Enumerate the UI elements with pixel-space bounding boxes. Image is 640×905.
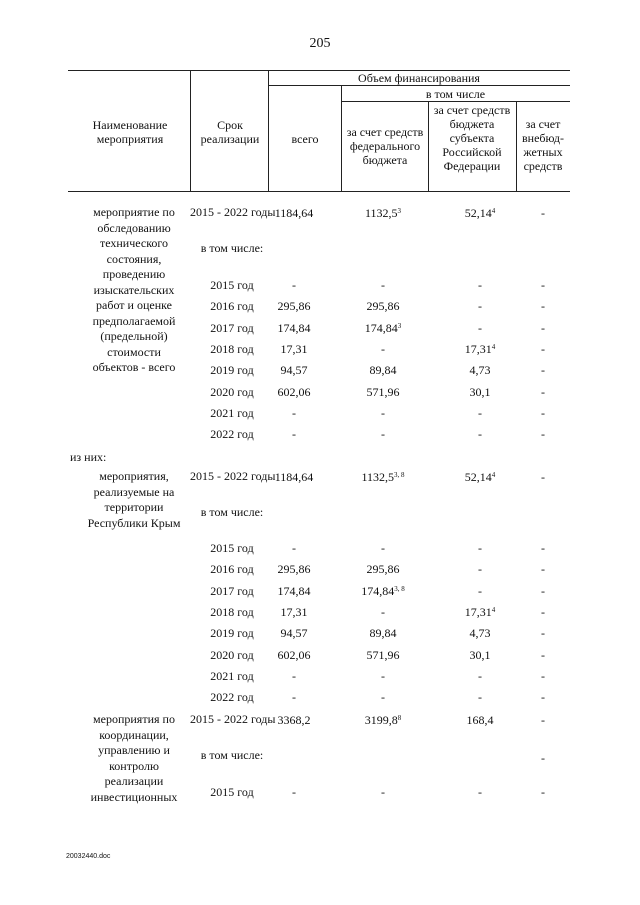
total-cell: 3368,2 <box>277 713 311 727</box>
federal-cell <box>340 320 426 336</box>
total-value: 94,57 <box>280 363 308 377</box>
extra-value: - <box>541 427 545 441</box>
regional-value: 4,73 <box>469 626 491 640</box>
regional-value: 17,31 <box>464 342 492 356</box>
year-value: 2018 год <box>210 342 254 356</box>
federal-value: - <box>381 541 385 555</box>
federal-cell <box>340 561 426 577</box>
federal-value: - <box>381 342 385 356</box>
regional-value: 30,1 <box>469 385 491 399</box>
including-rule <box>341 101 570 102</box>
extra-value: - <box>541 363 545 377</box>
footnote-ref: 8 <box>397 714 402 722</box>
regional-cell <box>440 405 520 421</box>
footnote-ref: 3, 8 <box>394 471 405 479</box>
federal-cell <box>340 384 426 400</box>
regional-value: 17,31 <box>464 605 492 619</box>
year-value: 2021 год <box>210 669 254 683</box>
federal-value: 1132,5 <box>364 206 398 220</box>
year-value: 2015 год <box>210 785 254 799</box>
year-value: 2016 год <box>210 562 254 576</box>
footnote-ref: 3 <box>397 322 402 330</box>
extra-cell <box>526 384 560 400</box>
extra-cell <box>526 405 560 421</box>
regional-cell <box>440 298 520 314</box>
total-value: - <box>292 785 296 799</box>
total-cell <box>255 384 333 400</box>
federal-value: 295,86 <box>366 562 400 576</box>
activity-name: мероприятие по обследованию технического состояния, проведению изыскательских работ и оценке предполагаемой (предельной) стоимости объектов - всего <box>92 205 176 374</box>
regional-value: - <box>478 321 482 335</box>
regional-value: - <box>478 406 482 420</box>
including-label: в том числе: <box>200 505 264 519</box>
federal-cell <box>340 712 426 728</box>
extra-cell <box>526 341 560 357</box>
header-bottom-rule <box>68 191 570 192</box>
year-value: 2019 год <box>210 626 254 640</box>
regional-value: - <box>478 785 482 799</box>
total-value: 174,84 <box>277 584 311 598</box>
extra-cell <box>526 320 560 336</box>
total-value: - <box>292 278 296 292</box>
extra-value: - <box>541 321 545 335</box>
regional-cell <box>440 784 520 800</box>
header-extra: за счет внебюд-жетных средств <box>522 117 564 173</box>
total-cell <box>255 647 333 663</box>
extra-cell <box>526 668 560 684</box>
year-value: 2016 год <box>210 299 254 313</box>
federal-cell <box>340 341 426 357</box>
total-value: - <box>292 406 296 420</box>
extra-cell <box>526 647 560 663</box>
extra-value: - <box>541 605 545 619</box>
federal-value: 89,84 <box>369 363 397 377</box>
federal-cell <box>340 426 426 442</box>
footnote-ref: 4 <box>491 606 496 614</box>
year-value: 2021 год <box>210 406 254 420</box>
regional-cell <box>440 583 520 599</box>
total-value: 17,31 <box>280 605 308 619</box>
total-cell <box>255 298 333 314</box>
extra-cell: - <box>541 751 545 765</box>
total-cell <box>255 583 333 599</box>
extra-cell <box>526 625 560 641</box>
total-value: 602,06 <box>277 648 311 662</box>
total-value: 602,06 <box>277 385 311 399</box>
total-cell <box>255 689 333 705</box>
federal-cell <box>340 668 426 684</box>
federal-cell <box>340 625 426 641</box>
header-total: всего <box>291 132 319 146</box>
federal-value: - <box>381 690 385 704</box>
total-value: 295,86 <box>277 299 311 313</box>
from-them-label: из них: <box>70 450 107 464</box>
extra-cell <box>526 604 560 620</box>
extra-value: - <box>541 785 545 799</box>
total-cell <box>255 540 333 556</box>
extra-cell <box>526 561 560 577</box>
year-value: 2017 год <box>210 584 254 598</box>
federal-value: - <box>381 278 385 292</box>
extra-value: - <box>541 648 545 662</box>
regional-value: - <box>478 427 482 441</box>
total-cell <box>255 561 333 577</box>
total-value: 174,84 <box>277 321 311 335</box>
year-value: 2015 год <box>210 278 254 292</box>
extra-cell <box>526 583 560 599</box>
header-name: Наименование мероприятия <box>92 118 168 146</box>
regional-value: 168,4 <box>466 713 494 727</box>
total-cell: 1184,64 <box>274 206 314 220</box>
federal-value: 174,84 <box>364 321 398 335</box>
extra-value: - <box>541 406 545 420</box>
year-value: 2015 год <box>210 541 254 555</box>
federal-value: 174,84 <box>361 584 395 598</box>
year-value: 2020 год <box>210 648 254 662</box>
regional-value: 52,14 <box>464 470 492 484</box>
regional-cell <box>440 689 520 705</box>
total-cell: 1184,64 <box>274 470 314 484</box>
activity-name: мероприятия по координации, управлению и контролю реализации инвестиционных <box>90 712 178 804</box>
header-divider <box>516 101 517 191</box>
page-number: 205 <box>309 36 331 51</box>
total-cell <box>255 604 333 620</box>
extra-value: - <box>541 278 545 292</box>
federal-value: 571,96 <box>366 648 400 662</box>
header-federal: за счет средств федерального бюджета <box>346 125 424 167</box>
activity-name: мероприятия, реализуемые на территории Республики Крым <box>87 469 181 530</box>
federal-value: - <box>381 406 385 420</box>
regional-cell <box>440 540 520 556</box>
footnote-ref: 4 <box>491 207 496 215</box>
year-value: 2020 год <box>210 385 254 399</box>
federal-cell <box>340 689 426 705</box>
term-text: 2015 - 2022 годы <box>190 712 276 726</box>
federal-value: - <box>381 605 385 619</box>
federal-cell <box>340 205 426 221</box>
federal-value: 89,84 <box>369 626 397 640</box>
federal-value: 1132,5 <box>361 470 395 484</box>
extra-value: - <box>541 562 545 576</box>
federal-value: 295,86 <box>366 299 400 313</box>
regional-value: 52,14 <box>464 206 492 220</box>
extra-value: - <box>541 690 545 704</box>
federal-value: 3199,8 <box>364 713 398 727</box>
regional-cell <box>440 604 520 620</box>
total-cell <box>255 341 333 357</box>
regional-value: - <box>478 278 482 292</box>
total-cell <box>255 784 333 800</box>
extra-cell: - <box>541 206 545 220</box>
extra-cell: - <box>541 713 545 727</box>
extra-cell <box>526 362 560 378</box>
extra-value: - <box>541 541 545 555</box>
federal-value: 571,96 <box>366 385 400 399</box>
extra-value: - <box>541 342 545 356</box>
federal-cell <box>340 298 426 314</box>
total-cell <box>255 320 333 336</box>
regional-cell <box>440 205 520 221</box>
total-value: 17,31 <box>280 342 308 356</box>
extra-cell <box>526 426 560 442</box>
footnote-ref: 3, 8 <box>394 585 405 593</box>
total-value: - <box>292 541 296 555</box>
federal-cell <box>340 784 426 800</box>
federal-cell <box>340 277 426 293</box>
year-value: 2018 год <box>210 605 254 619</box>
extra-value: - <box>541 626 545 640</box>
total-cell <box>255 362 333 378</box>
extra-value: - <box>541 584 545 598</box>
total-value: 94,57 <box>280 626 308 640</box>
including-label: в том числе: <box>200 241 264 255</box>
regional-cell <box>440 712 520 728</box>
extra-cell <box>526 540 560 556</box>
regional-cell <box>440 426 520 442</box>
federal-cell <box>340 604 426 620</box>
total-cell <box>255 668 333 684</box>
total-value: - <box>292 427 296 441</box>
total-cell <box>255 625 333 641</box>
federal-value: - <box>381 427 385 441</box>
footnote-ref: 4 <box>491 471 496 479</box>
regional-value: - <box>478 562 482 576</box>
regional-cell <box>440 625 520 641</box>
footnote-ref: 4 <box>491 343 496 351</box>
header-including: в том числе <box>425 87 486 101</box>
regional-value: - <box>478 584 482 598</box>
regional-cell <box>440 668 520 684</box>
federal-cell <box>340 469 426 485</box>
term-text: 2015 - 2022 годы <box>190 205 276 219</box>
header-divider <box>428 101 429 191</box>
extra-cell <box>526 298 560 314</box>
extra-cell <box>526 689 560 705</box>
regional-value: - <box>478 690 482 704</box>
total-cell <box>255 426 333 442</box>
regional-cell <box>440 469 520 485</box>
federal-cell <box>340 362 426 378</box>
header-term: Срок реализации <box>200 118 260 146</box>
regional-cell <box>440 341 520 357</box>
federal-value: - <box>381 669 385 683</box>
extra-cell <box>526 784 560 800</box>
year-value: 2022 год <box>210 427 254 441</box>
header-regional: за счет средств бюджета субъекта Российской Федерации <box>433 103 511 173</box>
funding-rule <box>268 85 570 86</box>
extra-cell: - <box>541 470 545 484</box>
federal-cell <box>340 540 426 556</box>
extra-value: - <box>541 299 545 313</box>
federal-cell <box>340 583 426 599</box>
total-value: 295,86 <box>277 562 311 576</box>
total-cell <box>255 277 333 293</box>
total-value: - <box>292 690 296 704</box>
including-label: в том числе: <box>200 748 264 762</box>
header-funding: Объем финансирования <box>358 71 480 85</box>
extra-value: - <box>541 385 545 399</box>
regional-cell <box>440 561 520 577</box>
federal-cell <box>340 647 426 663</box>
year-value: 2019 год <box>210 363 254 377</box>
term-text: 2015 - 2022 годы <box>190 469 276 483</box>
regional-value: 30,1 <box>469 648 491 662</box>
regional-value: - <box>478 669 482 683</box>
total-cell <box>255 405 333 421</box>
regional-cell <box>440 320 520 336</box>
year-value: 2022 год <box>210 690 254 704</box>
regional-value: - <box>478 541 482 555</box>
regional-cell <box>440 384 520 400</box>
header-divider <box>268 70 269 191</box>
regional-value: - <box>478 299 482 313</box>
regional-cell <box>440 277 520 293</box>
regional-cell <box>440 647 520 663</box>
federal-cell <box>340 405 426 421</box>
regional-value: 4,73 <box>469 363 491 377</box>
federal-value: - <box>381 785 385 799</box>
footnote-ref: 3 <box>397 207 402 215</box>
year-value: 2017 год <box>210 321 254 335</box>
header-divider <box>190 70 191 191</box>
footer-doc-code: 20032440.doc <box>66 853 111 860</box>
total-value: - <box>292 669 296 683</box>
extra-cell <box>526 277 560 293</box>
regional-cell <box>440 362 520 378</box>
extra-value: - <box>541 669 545 683</box>
